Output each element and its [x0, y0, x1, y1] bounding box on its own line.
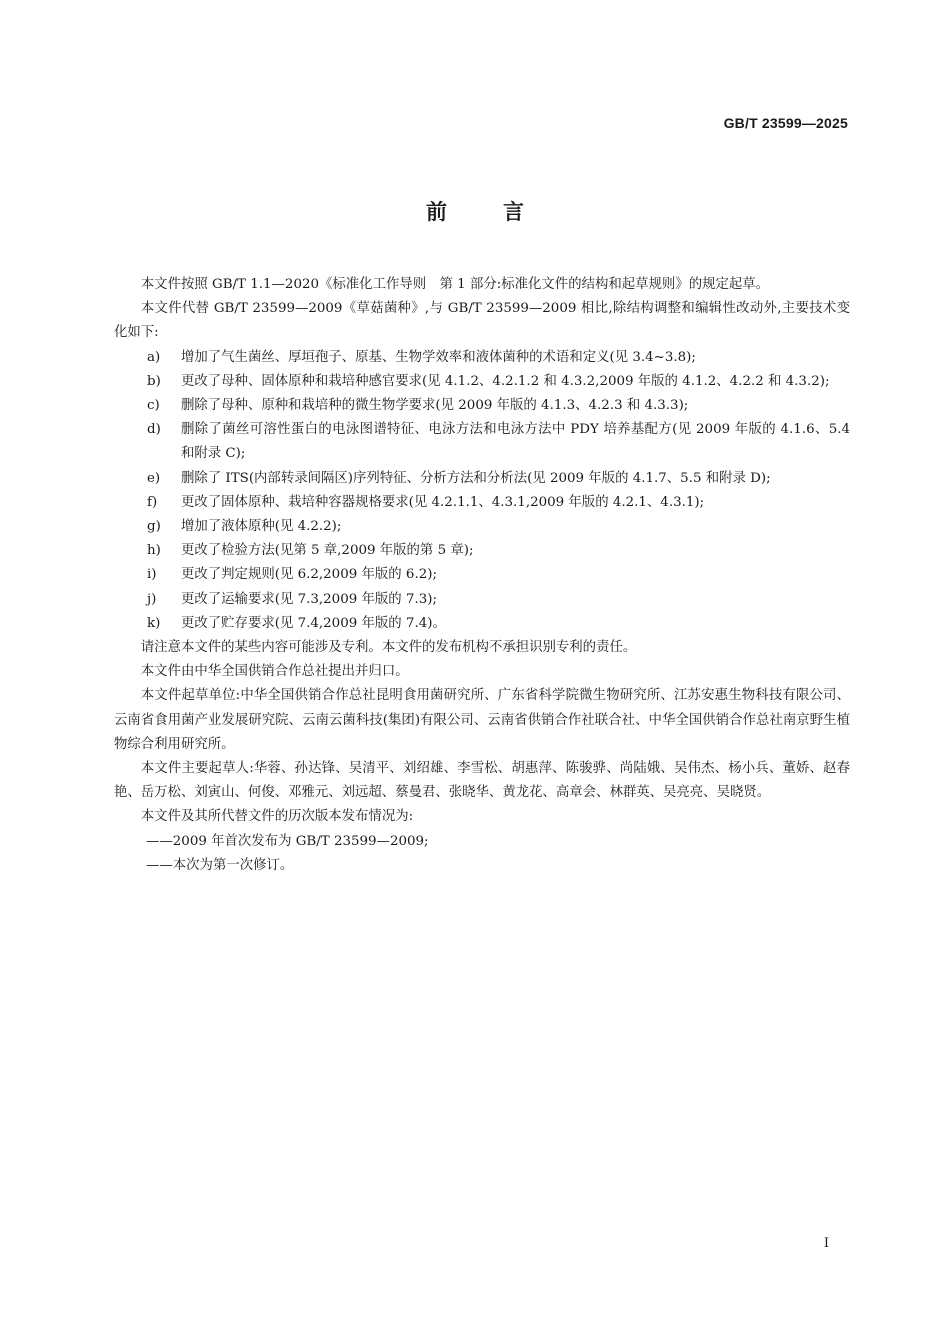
- list-item-label: g): [147, 519, 161, 535]
- list-item-label: h): [147, 543, 161, 559]
- page-number: I: [823, 1236, 829, 1251]
- paragraph-drafters: 本文件主要起草人:华蓉、孙达锋、吴清平、刘绍雄、李雪松、胡惠萍、陈骏骅、尚陆娥、吴伟杰、杨小兵、董娇、赵春艳、岳万松、刘寅山、何俊、邓雅元、刘远超、蔡曼君、张晓华、黄龙花、高章会、林群英、吴亮亮、吴晓贤。: [114, 761, 850, 801]
- list-item: [114, 346, 850, 370]
- list-item: [114, 563, 850, 587]
- list-item-text: 更改了判定规则(见 6.2,2009 年版的 6.2);: [181, 567, 437, 583]
- list-item-label: k): [147, 615, 161, 631]
- list-item-text: 删除了 ITS(内部转录间隔区)序列特征、分析方法和分析法(见 2009 年版的 4.1.7、5.5 和附录 D);: [181, 470, 771, 486]
- list-item: [114, 394, 850, 418]
- history-item: ——本次为第一次修订。: [146, 857, 294, 873]
- list-item-text: 更改了母种、固体原种和栽培种感官要求(见 4.1.2、4.2.1.2 和 4.3.2,2009 年版的 4.1.2、4.2.2 和 4.3.2);: [181, 373, 830, 389]
- changes-list: [114, 346, 850, 636]
- list-item: [114, 539, 850, 563]
- list-item-text: 删除了菌丝可溶性蛋白的电泳图谱特征、电泳方法和电泳方法中 PDY 培养基配方(见 2009 年版的 4.1.6、5.4 和附录 C);: [181, 422, 850, 462]
- list-item-text: 更改了贮存要求(见 7.4,2009 年版的 7.4)。: [181, 615, 446, 631]
- history-item: ——2009 年首次发布为 GB/T 23599—2009;: [146, 833, 429, 849]
- paragraph-drafting-rules: 本文件按照 GB/T 1.1—2020《标准化工作导则 第 1 部分:标准化文件的结构和起草规则》的规定起草。: [140, 277, 770, 292]
- foreword-body: [114, 273, 850, 878]
- list-item: [114, 418, 850, 466]
- title-char-2: 言: [503, 200, 524, 224]
- list-item-label: b): [147, 373, 161, 389]
- title-char-1: 前: [426, 200, 447, 224]
- list-item: [114, 370, 850, 394]
- list-item: [114, 612, 850, 636]
- paragraph-proposer: 本文件由中华全国供销合作总社提出并归口。: [140, 664, 409, 680]
- list-item-label: d): [147, 422, 161, 438]
- list-item: [114, 588, 850, 612]
- list-item: [114, 467, 850, 491]
- paragraph-history-intro: 本文件及其所代替文件的历次版本发布情况为:: [140, 809, 414, 825]
- list-item-label: e): [147, 470, 161, 486]
- list-item-label: f): [147, 494, 158, 510]
- paragraph-replaces: 本文件代替 GB/T 23599—2009《草菇菌种》,与 GB/T 23599—2009 相比,除结构调整和编辑性改动外,主要技术变化如下:: [114, 301, 850, 341]
- standard-code: GB/T 23599—2025: [723, 115, 848, 131]
- list-item-label: a): [147, 349, 161, 365]
- list-item-text: 增加了液体原种(见 4.2.2);: [181, 519, 342, 535]
- list-item-text: 更改了运输要求(见 7.3,2009 年版的 7.3);: [181, 591, 437, 607]
- list-item-text: 删除了母种、原种和栽培种的微生物学要求(见 2009 年版的 4.1.3、4.2.3 和 4.3.3);: [181, 398, 689, 414]
- page-title: [0, 196, 950, 226]
- paragraph-drafting-units: 本文件起草单位:中华全国供销合作总社昆明食用菌研究所、广东省科学院微生物研究所、江苏安惠生物科技有限公司、云南省食用菌产业发展研究院、云南云菌科技(集团)有限公司、云南省供销合作社联合社、中华全国供销合作总社南京野生植物综合利用研究所。: [114, 688, 850, 752]
- list-item-label: c): [147, 398, 160, 414]
- list-item-text: 更改了固体原种、栽培种容器规格要求(见 4.2.1.1、4.3.1,2009 年版的 4.2.1、4.3.1);: [181, 494, 705, 510]
- list-item-text: 更改了检验方法(见第 5 章,2009 年版的第 5 章);: [181, 543, 474, 559]
- list-item: [114, 515, 850, 539]
- paragraph-patent-notice: 请注意本文件的某些内容可能涉及专利。本文件的发布机构不承担识别专利的责任。: [140, 640, 637, 656]
- list-item-label: j): [147, 591, 157, 607]
- list-item-label: i): [147, 567, 157, 583]
- list-item-text: 增加了气生菌丝、厚垣孢子、原基、生物学效率和液体菌种的术语和定义(见 3.4~3.8);: [181, 349, 696, 365]
- list-item: [114, 491, 850, 515]
